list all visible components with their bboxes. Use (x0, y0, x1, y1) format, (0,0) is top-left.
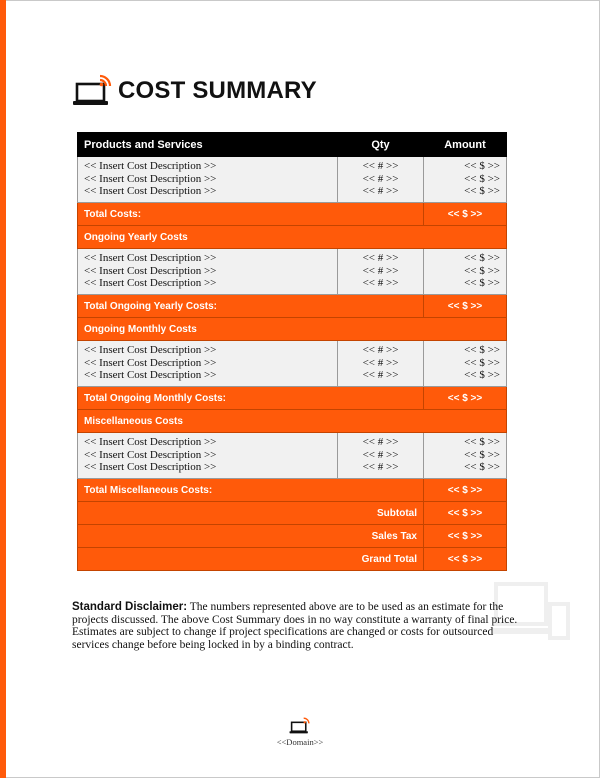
disclaimer (72, 601, 532, 651)
summary-row (78, 548, 507, 571)
amount-cell (424, 249, 507, 295)
page-footer (0, 716, 600, 747)
amount-cell (424, 157, 507, 203)
qty-cell (338, 433, 424, 479)
cost-qty[interactable]: << # >> (362, 369, 399, 381)
cost-qty[interactable]: << # >> (362, 436, 399, 448)
disclaimer-text: The numbers represented above are to be used as an estimate for the projects discussed. The above Cost Summary does in no way constitute a warranty of final price. Estimates are subject to change if project specifications are changed or costs for outsourced services change before being locked in by a binding contract. (72, 601, 518, 651)
amount-cell (424, 341, 507, 387)
cost-amount[interactable]: << $ >> (464, 185, 500, 197)
total-value[interactable]: << $ >> (424, 203, 507, 226)
cost-description[interactable]: << Insert Cost Description >> (84, 356, 217, 369)
section-label: Miscellaneous Costs (78, 410, 507, 433)
cost-description[interactable]: << Insert Cost Description >> (84, 252, 217, 264)
cost-qty[interactable]: << # >> (362, 160, 399, 172)
cost-qty[interactable]: << # >> (362, 277, 399, 289)
total-value[interactable]: << $ >> (424, 295, 507, 318)
page-title: COST SUMMARY (118, 77, 317, 104)
items-row (78, 249, 507, 295)
total-row (78, 203, 507, 226)
total-value[interactable]: << $ >> (424, 479, 507, 502)
total-label: Total Costs: (78, 203, 424, 226)
cost-amount[interactable]: << $ >> (464, 344, 500, 356)
section-header-row (78, 318, 507, 341)
total-label: Total Miscellaneous Costs: (78, 479, 424, 502)
cost-qty[interactable]: << # >> (362, 264, 399, 277)
cost-qty[interactable]: << # >> (362, 356, 399, 369)
summary-value[interactable]: << $ >> (424, 548, 507, 571)
footer-laptop-icon (289, 716, 311, 736)
qty-cell (338, 157, 424, 203)
left-accent-bar (0, 0, 6, 778)
cost-qty[interactable]: << # >> (362, 172, 399, 185)
cost-amount[interactable]: << $ >> (464, 252, 500, 264)
column-header-qty: Qty (338, 133, 424, 157)
summary-row (78, 502, 507, 525)
cost-description[interactable]: << Insert Cost Description >> (84, 448, 217, 461)
items-row (78, 157, 507, 203)
section-header-row (78, 410, 507, 433)
cost-qty[interactable]: << # >> (362, 461, 399, 473)
cost-amount[interactable]: << $ >> (464, 461, 500, 473)
summary-label: Sales Tax (78, 525, 424, 548)
cost-description[interactable]: << Insert Cost Description >> (84, 277, 217, 289)
total-label: Total Ongoing Monthly Costs: (78, 387, 424, 410)
column-header-products: Products and Services (78, 133, 338, 157)
items-row (78, 433, 507, 479)
cost-description[interactable]: << Insert Cost Description >> (84, 461, 217, 473)
cost-description[interactable]: << Insert Cost Description >> (84, 369, 217, 381)
cost-amount[interactable]: << $ >> (464, 436, 500, 448)
column-header-amount: Amount (424, 133, 507, 157)
section-label: Ongoing Yearly Costs (78, 226, 507, 249)
total-value[interactable]: << $ >> (424, 387, 507, 410)
qty-cell (338, 341, 424, 387)
page-header (72, 73, 317, 109)
description-cell (78, 249, 338, 295)
cost-amount[interactable]: << $ >> (464, 277, 500, 289)
cost-description[interactable]: << Insert Cost Description >> (84, 185, 217, 197)
cost-description[interactable]: << Insert Cost Description >> (84, 344, 217, 356)
footer-domain: <<Domain>> (276, 737, 324, 747)
cost-amount[interactable]: << $ >> (464, 172, 500, 185)
cost-description[interactable]: << Insert Cost Description >> (84, 172, 217, 185)
laptop-wifi-icon (72, 73, 114, 109)
items-row (78, 341, 507, 387)
cost-amount[interactable]: << $ >> (464, 160, 500, 172)
cost-description[interactable]: << Insert Cost Description >> (84, 264, 217, 277)
cost-description[interactable]: << Insert Cost Description >> (84, 436, 217, 448)
table-header-row (78, 133, 507, 157)
summary-label: Subtotal (78, 502, 424, 525)
cost-amount[interactable]: << $ >> (464, 264, 500, 277)
watermark-icon (492, 574, 572, 650)
summary-row (78, 525, 507, 548)
cost-amount[interactable]: << $ >> (464, 448, 500, 461)
section-label: Ongoing Monthly Costs (78, 318, 507, 341)
cost-qty[interactable]: << # >> (362, 344, 399, 356)
description-cell (78, 433, 338, 479)
description-cell (78, 341, 338, 387)
amount-cell (424, 433, 507, 479)
cost-amount[interactable]: << $ >> (464, 369, 500, 381)
summary-value[interactable]: << $ >> (424, 502, 507, 525)
total-row (78, 295, 507, 318)
cost-description[interactable]: << Insert Cost Description >> (84, 160, 217, 172)
summary-label: Grand Total (78, 548, 424, 571)
qty-cell (338, 249, 424, 295)
cost-amount[interactable]: << $ >> (464, 356, 500, 369)
cost-qty[interactable]: << # >> (362, 185, 399, 197)
disclaimer-lead: Standard Disclaimer: (72, 601, 188, 613)
cost-summary-table (77, 132, 507, 571)
cost-qty[interactable]: << # >> (362, 252, 399, 264)
cost-qty[interactable]: << # >> (362, 448, 399, 461)
total-label: Total Ongoing Yearly Costs: (78, 295, 424, 318)
section-header-row (78, 226, 507, 249)
summary-value[interactable]: << $ >> (424, 525, 507, 548)
total-row (78, 479, 507, 502)
total-row (78, 387, 507, 410)
description-cell (78, 157, 338, 203)
